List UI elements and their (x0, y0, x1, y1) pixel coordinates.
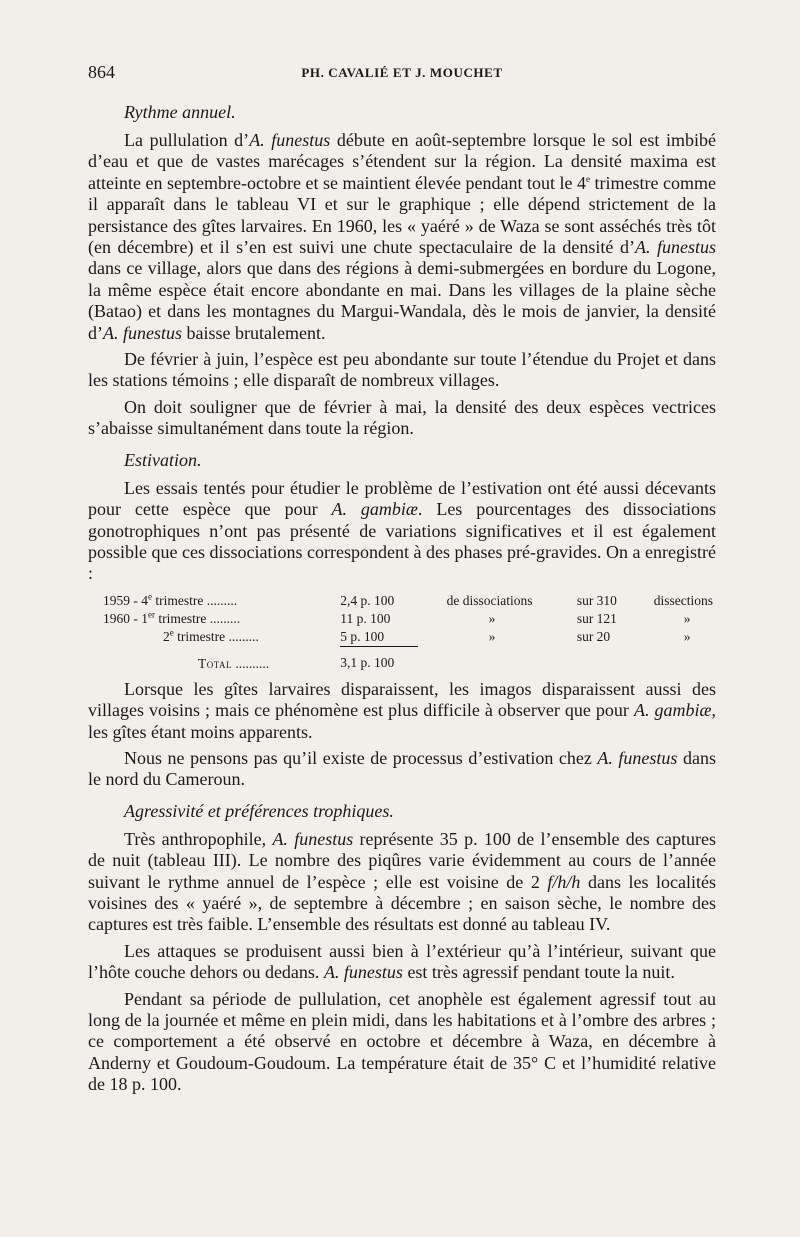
paragraph: Très anthropophile, A. funestus représente 35 p. 100 de l’ensemble des captures de nuit (tableau III). Le nombre des piqûres varie évidemment au cours de l’année suivant le rythme annuel de l’espèce ; elle est voisine de 2 f/h/h dans les localités voisines des « yaéré », de septembre à décembre ; en saison sèche, le nombre des captures est très faible. L’ensemble des résultats est donné au tableau IV. (88, 828, 717, 935)
paragraph: Lorsque les gîtes larvaires disparaissent, les imagos disparaissent aussi des villages voisins ; mais ce phénomène est plus difficile à observer que pour A. gambiæ, les gîtes étant moins apparents. (88, 678, 716, 742)
paragraph: Nous ne pensons pas qu’il existe de processus d’estivation chez A. funestus dans le nord du Cameroun. (88, 747, 716, 790)
paragraph: Pendant sa période de pullulation, cet anophèle est également agressif tout au long de la journée et même en plein midi, dans les habitations et à l’ombre des arbres ; ce comportement a été observé en octobre et décembre à Waza, en décembre à Anderny et Goudoum-Goudoum. La température était de 35° C et l’humidité relative de 18 p. 100. (88, 988, 716, 1095)
section-title-rythme: Rythme annuel. (124, 102, 236, 122)
paragraph: La pullulation d’A. funestus débute en août-septembre lorsque le sol est imbibé d’eau et que de vastes marécages s’étendent sur la région. La densité maxima est atteinte en septembre-octobre et se maintient élevée pendant tout le 4e trimestre comme il apparaît dans le tableau VI et sur le graphique ; elle dépend strictement de la persistance des gîtes larvaires. En 1960, les « yaéré » de Waza se sont asséchés très tôt (en décembre) et il s’en est suivi une chute spectaculaire de la densité d’A. funestus dans ce village, alors que dans des régions à demi-submergées en bordure du Logone, la même espèce était encore abondante en mai. Dans les villages de la plaine sèche (Batao) et dans les montagnes du Margui-Wandala, dès le mois de janvier, la densité d’A. funestus baisse brutalement. (88, 130, 717, 343)
table-row: 2e trimestre ......... 5 p. 100 » sur 20 » (163, 627, 691, 644)
dissociation-table (103, 592, 713, 673)
table-row: 1959 - 4e trimestre ......... 2,4 p. 100 de dissociations sur 310 dissections (103, 591, 713, 608)
table-total-row: Total .......... 3,1 p. 100 (103, 646, 713, 673)
total-rule (340, 646, 418, 647)
running-head: PH. CAVALIÉ ET J. MOUCHET (301, 65, 503, 80)
paragraph: On doit souligner que de février à mai, la densité des deux espèces vectrices s’abaisse simultanément dans toute la région. (88, 396, 716, 439)
paragraph: Les essais tentés pour étudier le problème de l’estivation ont été aussi décevants pour cette espèce que pour A. gambiæ. Les pourcentages des dissociations gonotrophiques n’ont pas présenté de variations significatives et il est également possible que ces dissociations correspondent à des phases pré-gravides. On a enregistré : (88, 477, 716, 584)
section-title-agressivite: Agressivité et préférences trophiques. (124, 800, 394, 821)
page (88, 62, 716, 1096)
page-number: 864 (88, 62, 115, 82)
table-row: 1960 - 1er trimestre ......... 11 p. 100 » sur 121 » (103, 609, 691, 626)
paragraph: Les attaques se produisent aussi bien à l’extérieur qu’à l’intérieur, suivant que l’hôte couche dehors ou dedans. A. funestus est très agressif pendant toute la nuit. (88, 940, 716, 983)
page-header (88, 62, 716, 92)
paragraph: De février à juin, l’espèce est peu abondante sur toute l’étendue du Projet et dans les stations témoins ; elle disparaît de nombreux villages. (88, 349, 716, 391)
section-title-estivation: Estivation. (124, 449, 202, 470)
